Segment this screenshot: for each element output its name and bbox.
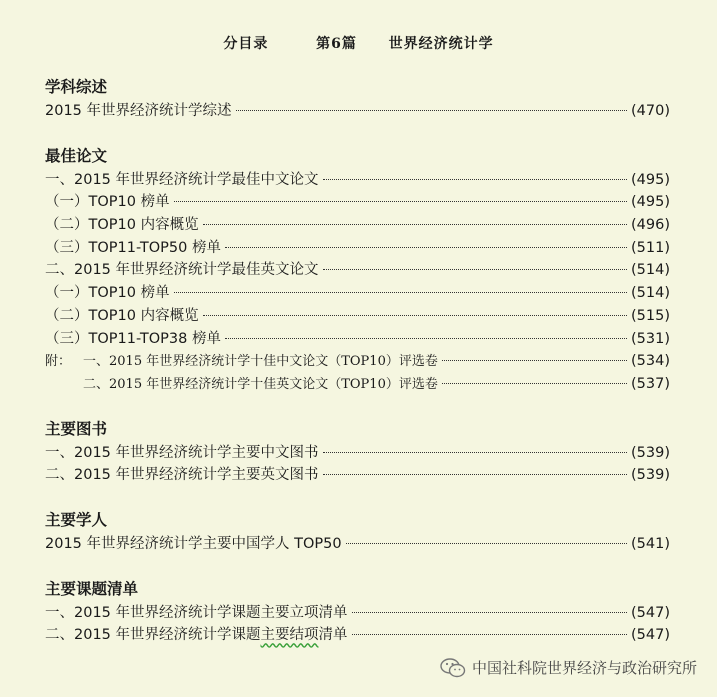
toc-entry[interactable]	[45, 214, 670, 237]
dot-leader	[225, 338, 627, 339]
entry-page-number: (547)	[631, 604, 670, 621]
entry-title: 二、2015 年世界经济统计学主要英文图书	[45, 467, 319, 484]
toc-entry[interactable]	[45, 373, 670, 396]
section-title: 最佳论文	[45, 146, 108, 165]
dot-leader	[352, 634, 627, 635]
entry-title: （三）TOP11-TOP50 榜单	[45, 239, 221, 256]
entry-title: 一、2015 年世界经济统计学最佳中文论文	[45, 171, 319, 188]
dot-leader	[236, 110, 627, 111]
entry-title: 二、2015 年世界经济统计学最佳英文论文	[45, 262, 319, 279]
dot-leader	[352, 612, 627, 613]
dot-leader	[323, 269, 627, 270]
entry-page-number: (511)	[631, 239, 670, 256]
section-title: 主要课题清单	[45, 579, 139, 598]
dot-leader	[174, 201, 627, 202]
entry-title: （一）TOP10 榜单	[45, 285, 170, 302]
entry-page-number: (534)	[631, 353, 670, 370]
watermark	[440, 657, 697, 678]
entry-title: 二、2015 年世界经济统计学十佳英文论文（TOP10）评选卷	[83, 376, 438, 392]
dot-leader	[442, 383, 627, 384]
dot-leader	[203, 224, 627, 225]
watermark-text: 中国社科院世界经济与政治研究所	[471, 659, 697, 677]
entry-page-number: (495)	[631, 194, 670, 211]
entry-title: 2015 年世界经济统计学综述	[45, 103, 232, 119]
page-header	[0, 33, 717, 53]
entry-title: （二）TOP10 内容概览	[45, 307, 199, 324]
entry-title: 二、2015 年世界经济统计学课题主要结项清单	[45, 627, 348, 644]
dot-leader	[225, 247, 627, 248]
entry-page-number: (541)	[631, 535, 670, 552]
entry-title: （一）TOP10 榜单	[45, 194, 170, 211]
toc-entry[interactable]	[45, 305, 670, 328]
toc-entry[interactable]	[45, 191, 670, 214]
header-left: 分目录	[223, 36, 269, 52]
toc-entry[interactable]	[45, 624, 670, 647]
toc-entry[interactable]	[45, 464, 670, 487]
toc-entry[interactable]	[45, 328, 670, 351]
toc-entry[interactable]	[45, 533, 670, 556]
entry-page-number: (531)	[631, 330, 670, 347]
entry-title: 2015 年世界经济统计学主要中国学人 TOP50	[45, 535, 342, 552]
entry-page-number: (547)	[631, 627, 670, 644]
entry-page-number: (496)	[631, 217, 670, 234]
spellcheck-underline: 主要结项	[260, 627, 319, 644]
entry-title: （三）TOP11-TOP38 榜单	[45, 330, 221, 347]
entry-page-number: (539)	[631, 467, 670, 484]
toc-section	[45, 418, 670, 487]
entry-page-number: (470)	[631, 103, 670, 119]
toc-entry[interactable]	[45, 169, 670, 192]
toc-entry[interactable]	[45, 237, 670, 260]
entry-title: 一、2015 年世界经济统计学十佳中文论文（TOP10）评选卷	[83, 354, 438, 370]
dot-leader	[174, 292, 627, 293]
entry-page-number: (514)	[631, 285, 670, 302]
dot-leader	[203, 315, 627, 316]
toc-entry[interactable]	[45, 350, 670, 373]
section-title: 主要学人	[45, 510, 108, 529]
entry-prefix: 附：	[45, 354, 72, 370]
entry-title: （二）TOP10 内容概览	[45, 217, 199, 234]
dot-leader	[323, 474, 627, 475]
toc-entry[interactable]	[45, 602, 670, 625]
entry-page-number: (495)	[631, 171, 670, 188]
toc-entry[interactable]	[45, 100, 670, 123]
dot-leader	[323, 452, 627, 453]
dot-leader	[442, 360, 627, 361]
entry-page-number: (537)	[631, 375, 670, 392]
entry-page-number: (514)	[631, 262, 670, 279]
toc-section	[45, 578, 670, 647]
toc-entry[interactable]	[45, 282, 670, 305]
toc-section	[45, 145, 670, 396]
entry-title: 一、2015 年世界经济统计学课题主要立项清单	[45, 604, 348, 621]
toc-section	[45, 509, 670, 556]
header-right: 世界经济统计学	[388, 36, 494, 52]
entry-page-number: (515)	[631, 307, 670, 324]
toc-section	[45, 76, 670, 123]
entry-page-number: (539)	[631, 444, 670, 461]
section-title: 主要图书	[45, 419, 108, 438]
header-middle: 第6篇	[316, 36, 357, 52]
dot-leader	[346, 543, 627, 544]
entry-title: 一、2015 年世界经济统计学主要中文图书	[45, 444, 319, 461]
wechat-icon	[440, 658, 466, 678]
toc-entry[interactable]	[45, 259, 670, 282]
section-title: 学科综述	[45, 78, 108, 96]
table-of-contents	[45, 76, 670, 669]
toc-entry[interactable]	[45, 442, 670, 465]
dot-leader	[323, 179, 627, 180]
